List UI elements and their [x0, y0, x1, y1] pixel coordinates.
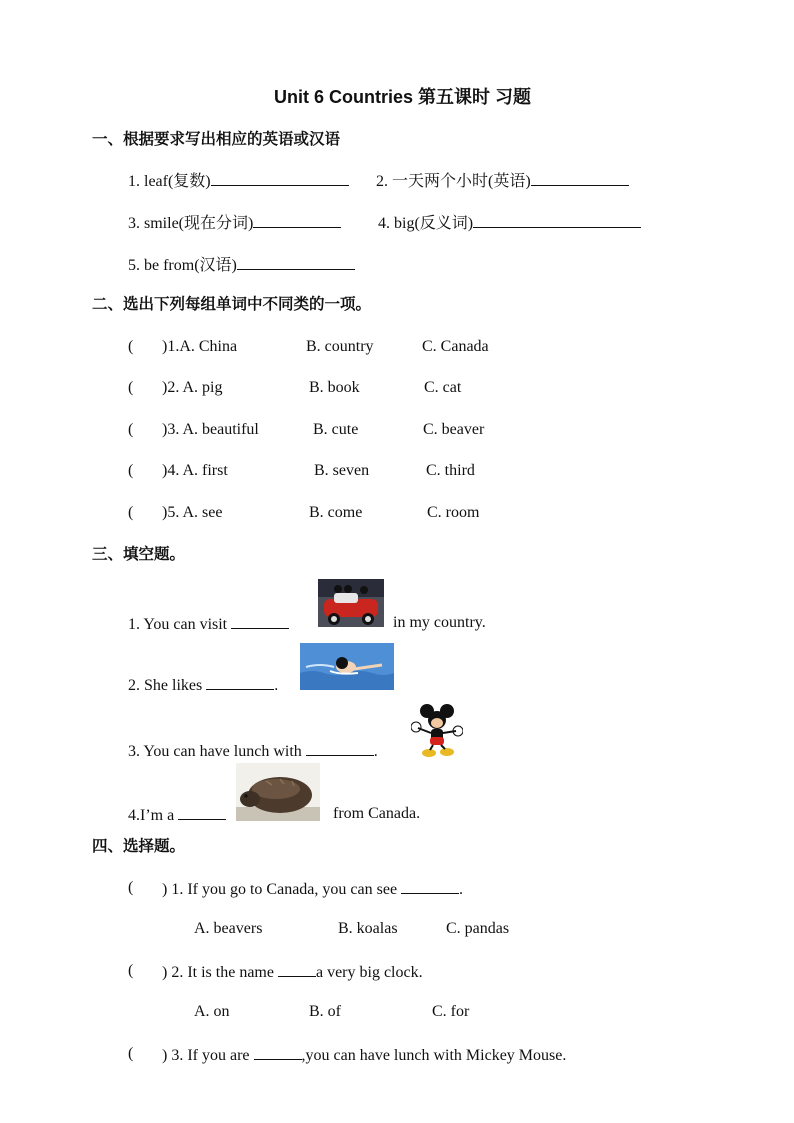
s3-q4-end: from Canada.	[333, 805, 421, 822]
s1-item-4	[378, 212, 641, 234]
swimming-image	[300, 643, 394, 690]
s4-q1-blank[interactable]	[401, 878, 459, 894]
s2-row-2-a: )2. A. pig	[162, 379, 223, 396]
s1-item-4-blank[interactable]	[473, 212, 641, 228]
s4-q1-dot: .	[459, 881, 464, 898]
s4-q1-opt-b: B. koalas	[338, 920, 398, 937]
s2-row-4-b: B. seven	[314, 462, 370, 479]
mickey-mouse-image	[411, 703, 463, 757]
s4-q1-opt-a: A. beavers	[194, 920, 263, 937]
s4-q3-paren[interactable]: (	[128, 1045, 134, 1062]
s4-q2-opt-c: C. for	[432, 1003, 470, 1020]
s3-q3	[128, 740, 378, 762]
s2-row-3-c: C. beaver	[423, 421, 485, 438]
beaver-image	[236, 763, 320, 821]
s3-q1-blank[interactable]	[231, 613, 289, 629]
s4-q1-opt-c: C. pandas	[446, 920, 510, 937]
s1-item-1	[128, 170, 349, 192]
s2-row-5-b: B. come	[309, 504, 363, 521]
s1-item-5	[128, 254, 355, 276]
s1-item-5-label: 5. be from(汉语)	[128, 257, 237, 274]
s4-q2-paren[interactable]: (	[128, 962, 134, 979]
s2-row-2-b: B. book	[309, 379, 360, 396]
s2-row-5-c: C. room	[427, 504, 480, 521]
s4-q1	[162, 878, 463, 900]
s4-q3-text: ) 3. If you are	[162, 1047, 250, 1064]
s2-row-5-paren[interactable]: (	[128, 504, 134, 521]
s1-item-5-blank[interactable]	[237, 254, 355, 270]
s2-row-4-a: )4. A. first	[162, 462, 228, 479]
mickey-car-image	[318, 579, 384, 627]
s2-row-3-a: )3. A. beautiful	[162, 421, 259, 438]
s2-row-1-c: C. Canada	[422, 338, 489, 355]
s4-q1-text: ) 1. If you go to Canada, you can see	[162, 881, 398, 898]
s3-q2-dot: .	[274, 677, 279, 694]
s1-item-2-blank[interactable]	[531, 170, 629, 186]
s1-item-1-label: 1. leaf(复数)	[128, 173, 211, 190]
s3-q3-blank[interactable]	[306, 740, 374, 756]
s3-q3-dot: .	[373, 743, 378, 760]
s2-row-5-a: )5. A. see	[162, 504, 223, 521]
s2-row-1-a: )1.A. China	[162, 338, 238, 355]
s3-q4-blank[interactable]	[178, 804, 226, 820]
s1-item-3	[128, 212, 341, 234]
s1-item-3-blank[interactable]	[253, 212, 341, 228]
s2-row-4-c: C. third	[426, 462, 475, 479]
s2-row-1-b: B. country	[306, 338, 374, 355]
s4-q2-opt-a: A. on	[194, 1003, 230, 1020]
s3-q2-blank[interactable]	[206, 674, 274, 690]
s3-q2	[128, 674, 278, 696]
s4-q1-paren[interactable]: (	[128, 879, 134, 896]
section-1-heading: 一、根据要求写出相应的英语或汉语	[92, 130, 341, 148]
s4-q3-end: ,you can have lunch with Mickey Mouse.	[301, 1047, 567, 1064]
s1-item-4-label: 4. big(反义词)	[378, 215, 474, 232]
s3-q3-text: 3. You can have lunch with	[128, 743, 302, 760]
s4-q2-end: a very big clock.	[315, 964, 423, 981]
s1-item-2	[376, 170, 629, 192]
s4-q2	[162, 961, 423, 983]
section-4-heading: 四、选择题。	[92, 837, 186, 855]
s4-q3-blank[interactable]	[254, 1044, 302, 1060]
s3-q1-text: 1. You can visit	[128, 616, 228, 633]
s4-q3	[162, 1044, 566, 1066]
s2-row-4-paren[interactable]: (	[128, 462, 134, 479]
s3-q1	[128, 613, 289, 635]
s4-q2-opt-b: B. of	[309, 1003, 341, 1020]
s3-q2-text: 2. She likes	[128, 677, 203, 694]
s4-q2-blank[interactable]	[278, 961, 316, 977]
section-3-heading: 三、填空题。	[92, 545, 186, 563]
s1-item-2-label: 2. 一天两个小时(英语)	[376, 173, 531, 190]
s2-row-3-b: B. cute	[313, 421, 359, 438]
page-title: Unit 6 Countries 第五课时 习题	[274, 87, 532, 107]
s4-q2-text: ) 2. It is the name	[162, 964, 274, 981]
s3-q4-text: 4.I’m a	[128, 807, 175, 824]
s2-row-2-paren[interactable]: (	[128, 379, 134, 396]
section-2-heading: 二、选出下列每组单词中不同类的一项。	[92, 295, 372, 313]
s2-row-3-paren[interactable]: (	[128, 421, 134, 438]
s2-row-1-paren[interactable]: (	[128, 338, 134, 355]
s3-q1-end: in my country.	[393, 614, 486, 631]
s1-item-3-label: 3. smile(现在分词)	[128, 215, 254, 232]
s3-q4	[128, 804, 226, 826]
s2-row-2-c: C. cat	[424, 379, 462, 396]
s1-item-1-blank[interactable]	[211, 170, 349, 186]
